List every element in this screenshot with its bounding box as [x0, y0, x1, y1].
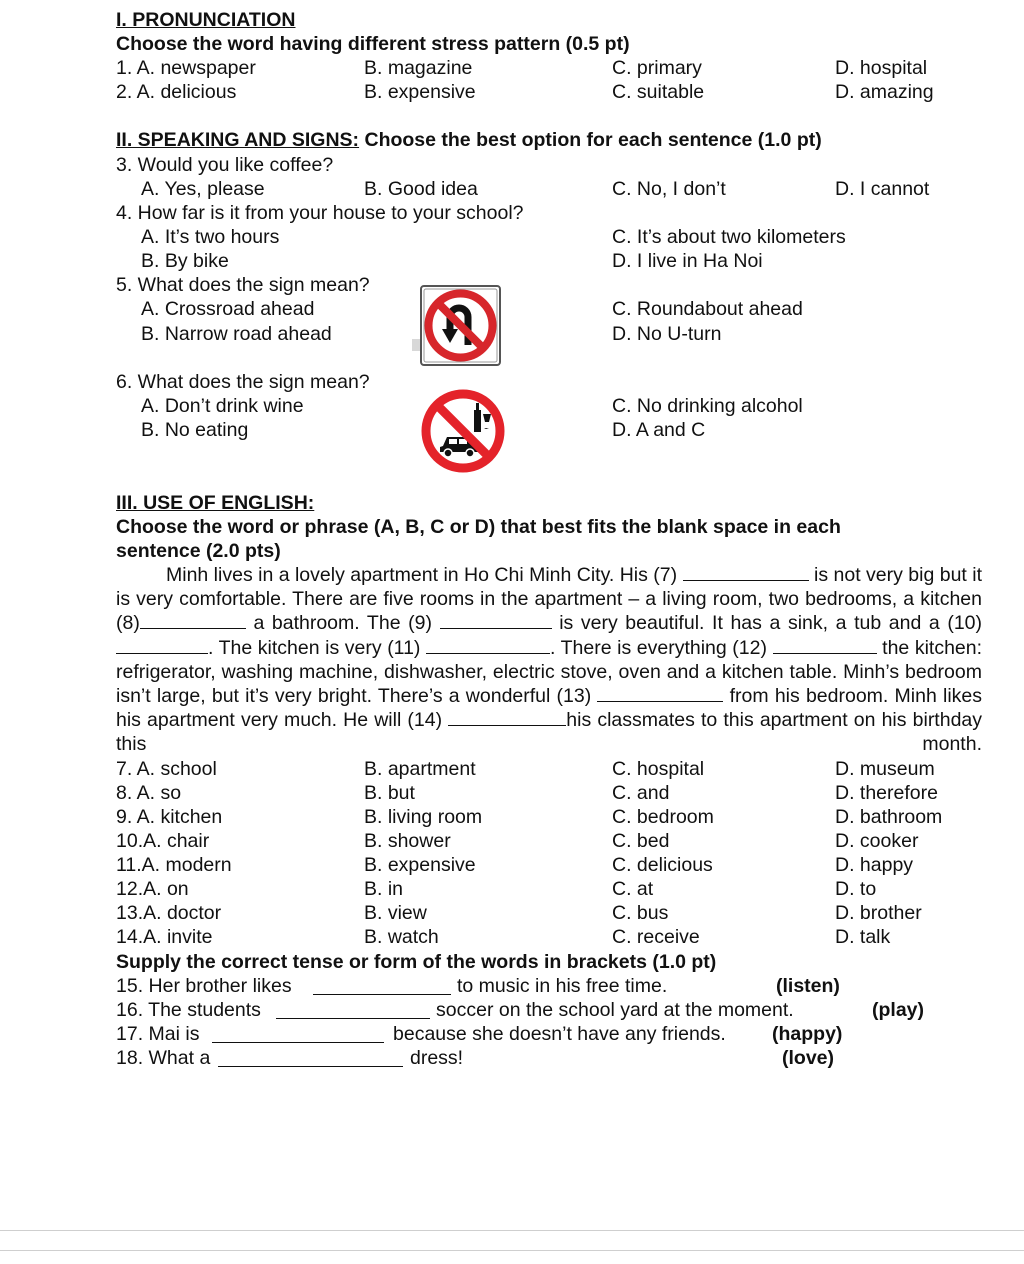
option-b: B. expensive: [364, 81, 476, 103]
option-a: A. It’s two hours: [141, 226, 280, 248]
option-a: 7. A. school: [116, 758, 217, 780]
question-text: 4. How far is it from your house to your school?: [116, 202, 524, 224]
option-b: B. No eating: [141, 419, 249, 441]
blank-10: [116, 637, 208, 654]
blank-12: [773, 637, 877, 654]
option-c: C. No, I don’t: [612, 178, 726, 200]
option-c: C. bedroom: [612, 806, 714, 828]
question-text: 15. Her brother likes: [116, 975, 292, 997]
question-text: because she doesn’t have any friends.: [393, 1023, 726, 1045]
option-b: B. in: [364, 878, 404, 900]
option-d: D. brother: [835, 902, 922, 924]
option-a: 9. A. kitchen: [116, 806, 223, 828]
blank-14: [448, 709, 566, 726]
option-a: 12.A. on: [116, 878, 189, 900]
word-hint: (happy): [772, 1023, 843, 1045]
option-c: C. No drinking alcohol: [612, 395, 803, 417]
option-d: D. A and C: [612, 419, 706, 441]
option-c: C. delicious: [612, 854, 713, 876]
blank-18: [218, 1050, 403, 1067]
option-b: B. view: [364, 902, 427, 924]
passage-text: is not very big but it is very comfortable. There are five rooms in the apartment – a living room, two bedrooms, a kitchen (8): [116, 564, 982, 635]
option-c: C. hospital: [612, 758, 705, 780]
section-instruction: Choose the best option for each sentence (1.0 pt): [359, 129, 822, 151]
option-d: D. amazing: [835, 81, 934, 103]
option-b: B. By bike: [141, 250, 229, 272]
option-c: C. Roundabout ahead: [612, 298, 803, 320]
option-b: B. Good idea: [364, 178, 478, 200]
word-hint: (love): [782, 1047, 835, 1069]
passage-text: the kitchen: refrigerator, washing machine, dishwasher, electric stove, oven and a kitchen table. Minh’s bedroom isn’t large, but it’s very bright. There’s a wonderful (13): [116, 636, 983, 708]
word-hint: (listen): [776, 975, 840, 997]
passage-text: a bathroom. The (9): [253, 612, 432, 635]
question-text: 5. What does the sign mean?: [116, 274, 370, 296]
section-instruction-word-form: Supply the correct tense or form of the words in brackets (1.0 pt): [116, 951, 717, 973]
section-instruction: Choose the word or phrase (A, B, C or D) that best fits the blank space in each: [116, 516, 841, 538]
passage-text: . The kitchen is very (11): [208, 636, 421, 659]
option-c: C. It’s about two kilometers: [612, 226, 846, 248]
blank-15: [313, 978, 451, 995]
option-c: C. bed: [612, 830, 670, 852]
blank-9: [440, 612, 552, 629]
section-instruction: Choose the word having different stress pattern (0.5 pt): [116, 33, 630, 55]
option-d: D. I cannot: [835, 178, 930, 200]
passage-text: from his bedroom. Minh likes his apartment very much. He will (14): [116, 685, 983, 732]
blank-17: [212, 1026, 384, 1043]
blank-13: [597, 685, 723, 702]
question-text: to music in his free time.: [457, 975, 668, 997]
question-text: 16. The students: [116, 999, 261, 1021]
option-c: C. and: [612, 782, 670, 804]
option-a: A. Yes, please: [141, 178, 265, 200]
option-a: 11.A. modern: [116, 854, 232, 876]
blank-16: [276, 1002, 430, 1019]
option-d: D. happy: [835, 854, 914, 876]
option-c: C. suitable: [612, 81, 705, 103]
option-a: 2. A. delicious: [116, 81, 237, 103]
question-text: dress!: [410, 1047, 464, 1069]
option-d: D. talk: [835, 926, 891, 948]
option-c: C. primary: [612, 57, 702, 79]
option-d: D. No U-turn: [612, 323, 722, 345]
option-b: B. apartment: [364, 758, 476, 780]
page-divider: [0, 1250, 1024, 1251]
option-d: D. therefore: [835, 782, 938, 804]
passage-text: is very beautiful. It has a sink, a tub and a (10): [559, 612, 983, 635]
option-d: D. cooker: [835, 830, 919, 852]
page-divider: [0, 1230, 1024, 1231]
option-d: D. bathroom: [835, 806, 943, 828]
question-text: 3. Would you like coffee?: [116, 154, 334, 176]
reading-passage: [116, 563, 982, 757]
option-a: 14.A. invite: [116, 926, 213, 948]
passage-text: . There is everything (12): [550, 636, 767, 659]
option-a: 1. A. newspaper: [116, 57, 256, 79]
option-a: A. Crossroad ahead: [141, 298, 315, 320]
option-d: D. to: [835, 878, 877, 900]
word-hint: (play): [872, 999, 925, 1021]
section-heading-use-of-english: III. USE OF ENGLISH:: [116, 492, 315, 514]
passage-text: his classmates to this apartment on his birthday this month.: [116, 709, 983, 756]
option-a: A. Don’t drink wine: [141, 395, 304, 417]
option-c: C. bus: [612, 902, 669, 924]
no-drinking-driving-sign-image: [420, 388, 510, 474]
section-title: II. SPEAKING AND SIGNS:: [116, 129, 360, 151]
option-a: 13.A. doctor: [116, 902, 222, 924]
passage-text: Minh lives in a lovely apartment in Ho Chi Minh City. His (7): [166, 564, 678, 586]
question-text: soccer on the school yard at the moment.: [436, 999, 794, 1021]
option-d: D. museum: [835, 758, 935, 780]
question-text: 6. What does the sign mean?: [116, 371, 370, 393]
blank-7: [683, 564, 809, 581]
section-instruction-cont: sentence (2.0 pts): [116, 540, 281, 562]
option-a: 8. A. so: [116, 782, 182, 804]
option-d: D. hospital: [835, 57, 928, 79]
option-b: B. watch: [364, 926, 439, 948]
option-b: B. but: [364, 782, 415, 804]
option-d: D. I live in Ha Noi: [612, 250, 763, 272]
option-b: B. Narrow road ahead: [141, 323, 332, 345]
option-b: B. living room: [364, 806, 483, 828]
option-b: B. shower: [364, 830, 451, 852]
section-heading-pronunciation: I. PRONUNCIATION: [116, 9, 296, 31]
blank-8: [140, 612, 246, 629]
section-heading-speaking: [116, 128, 822, 152]
option-c: C. receive: [612, 926, 700, 948]
question-text: 17. Mai is: [116, 1023, 200, 1045]
blank-11: [426, 637, 550, 654]
question-text: 18. What a: [116, 1047, 211, 1069]
option-b: B. expensive: [364, 854, 476, 876]
option-c: C. at: [612, 878, 654, 900]
option-b: B. magazine: [364, 57, 473, 79]
option-a: 10.A. chair: [116, 830, 210, 852]
no-u-turn-sign-image: [410, 283, 506, 369]
